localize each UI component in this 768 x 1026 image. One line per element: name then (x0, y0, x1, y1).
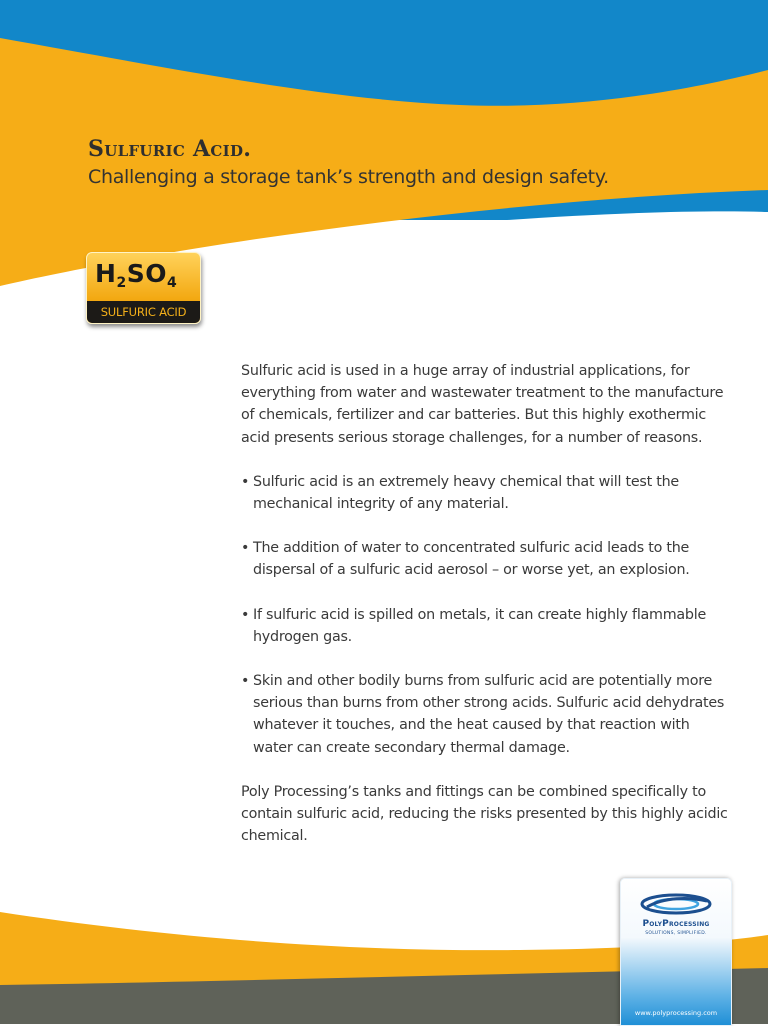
header (88, 136, 609, 188)
logo-swoosh-icon (639, 889, 713, 917)
page-subtitle: Challenging a storage tank’s strength and design safety. (88, 166, 609, 188)
list-item: • Sulfuric acid is an extremely heavy chemical that will test the mechanical integrity of any material. (241, 471, 731, 515)
closing-paragraph: Poly Processing’s tanks and fittings can be combined specifically to contain sulfuric acid, reducing the risks presented by this highly acidic chemical. (241, 783, 728, 845)
body-copy (241, 360, 731, 869)
hazard-list (241, 471, 731, 759)
company-logo-card (620, 878, 732, 1026)
list-item: • If sulfuric acid is spilled on metals, it can create highly flammable hydrogen gas. (241, 604, 731, 648)
list-item: • The addition of water to concentrated sulfuric acid leads to the dispersal of a sulfuric acid aerosol – or worse yet, an explosion. (241, 537, 731, 581)
chemical-formula: $H_2SO_4$ (95, 259, 178, 291)
chemical-badge (86, 252, 201, 324)
website-url[interactable]: www.polyprocessing.com (634, 1009, 718, 1017)
page-title: Sulfuric Acid. (88, 136, 252, 162)
list-item: • Skin and other bodily burns from sulfuric acid are potentially more serious than burns from other strong acids. Sulfuric acid dehydrates whatever it touches, and the heat caused by that reaction with water can create secondary thermal damage. (241, 670, 731, 759)
logo-tagline: SOLUTIONS, SIMPLIFIED. (645, 931, 707, 936)
chemical-label: SULFURIC ACID (87, 301, 200, 323)
logo-name: PolyProcessing (642, 919, 710, 929)
intro-paragraph: Sulfuric acid is used in a huge array of industrial applications, for everything from water and wastewater treatment to the manufacture of chemicals, fertilizer and car batteries. But this highly exothermic acid presents serious storage challenges, for a number of reasons. (241, 363, 724, 446)
